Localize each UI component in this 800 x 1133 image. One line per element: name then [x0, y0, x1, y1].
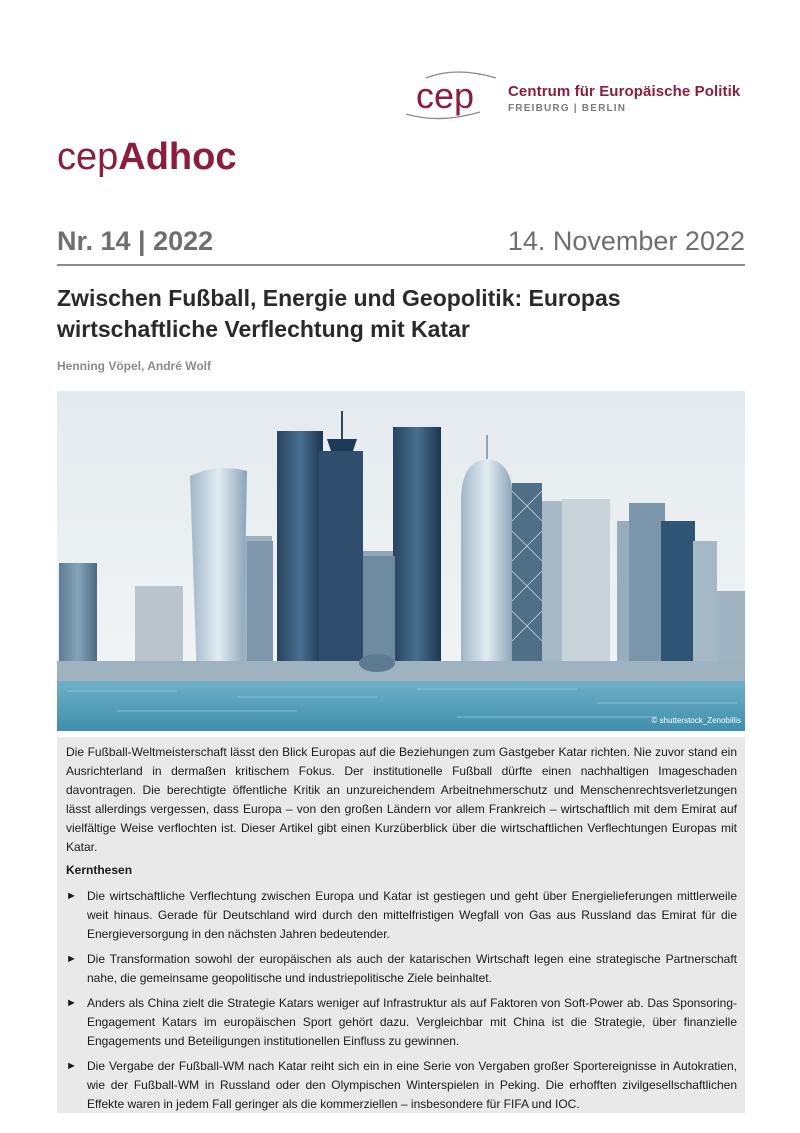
article-authors: Henning Vöpel, André Wolf [57, 359, 211, 373]
issue-line [57, 226, 745, 266]
thesis-item [66, 950, 737, 988]
cep-logo-mark [404, 66, 504, 126]
thesis-text: Die Transformation sowohl der europäischen als auch der katarischen Wirtschaft legen eine strategische Partnerschaft nahe, die gemeinsame geopolitische und industriepolitische Ziele beinhaltet. [87, 952, 737, 985]
bullet-arrow-icon: ► [66, 953, 77, 965]
article-headline: Zwischen Fußball, Energie und Geopolitik: Europas wirtschaftliche Verflechtung mit Katar [57, 285, 621, 342]
theses-list [66, 887, 737, 1120]
thesis-text: Anders als China zielt die Strategie Katars weniger auf Infrastruktur als auf Faktoren von Soft-Power ab. Das Sponsoring-Engagement Katars im europäischen Sport gehört dazu. Vergleichbar mit China ist die Strategie, über finanzielle Engagements und Beteiligungen institutionellen Einfluss zu gewinnen. [87, 996, 737, 1048]
organization-locations: FREIBURG | BERLIN [508, 103, 627, 114]
series-name: Adhoc [118, 136, 237, 178]
thesis-item [66, 1057, 737, 1114]
thesis-text: Die wirtschaftliche Verflechtung zwischen Europa und Katar ist gestiegen und geht über Energielieferungen mittlerweile weit hinaus. Gerade für Deutschland wird durch den mittelfristigen Wegfall von Gas aus Russland das Emirat für die Energieversorgung in den nächsten Jahren bedeutender. [87, 889, 737, 941]
thesis-item [66, 994, 737, 1051]
series-prefix: cep [57, 136, 119, 178]
skyline-photo [57, 391, 745, 731]
theses-heading: Kernthesen [66, 863, 133, 877]
skyline-illustration [57, 391, 745, 731]
thesis-text: Die Vergabe der Fußball-WM nach Katar reiht sich ein in eine Serie von Vergaben großer Sportereignisse in Autokratien, wie der Fußball-WM in Russland oder den Olympischen Winterspielen in Peking. Die erhofften zivilgesellschaftlichen Effekte waren in jedem Fall geringer als die kommerziellen – insbesondere für FIFA und IOC. [87, 1059, 737, 1111]
photo-credit: © shutterstock_Zenobillis [651, 716, 741, 725]
issue-number: Nr. 14 | 2022 [57, 226, 214, 256]
bullet-arrow-icon: ► [66, 1060, 77, 1072]
summary-intro: Die Fußball-Weltmeisterschaft lässt den Blick Europas auf die Beziehungen zum Gastgeber Katar richten. Nie zuvor stand ein Ausrichterland in dermaßen kritischem Fokus. Der institutionelle Fußball dürfte einen nachhaltigen Imageschaden davontragen. Die berechtigte öffentliche Kritik an unzureichendem Arbeitnehmerschutz und Menschenrechtsverletzungen lässt allerdings vergessen, dass Europa – von den großen Ländern vor allem Frankreich – wirtschaftlich mit dem Emirat auf vielfältige Weise verflochten ist. Dieser Artikel gibt einen Kurzüberblick über die wirtschaftlichen Verflechtungen Europas mit Katar. [66, 745, 737, 854]
cep-logo [404, 66, 764, 126]
bullet-arrow-icon: ► [66, 890, 77, 902]
bullet-arrow-icon: ► [66, 997, 77, 1009]
issue-date: 14. November 2022 [507, 226, 745, 256]
summary-box [57, 737, 745, 1113]
thesis-item [66, 887, 737, 944]
series-title [57, 135, 237, 179]
organization-name: Centrum für Europäische Politik [508, 83, 741, 100]
logo-mark-text: cep [416, 75, 475, 116]
